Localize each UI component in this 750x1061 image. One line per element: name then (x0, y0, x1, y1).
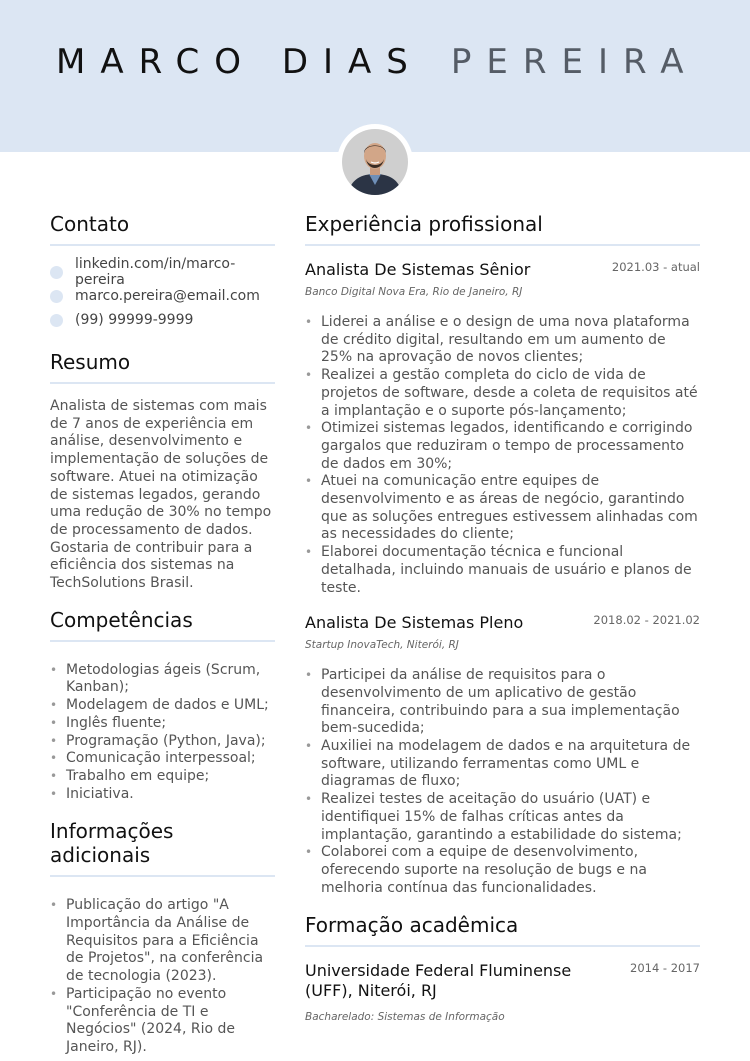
skill-item: • Iniciativa. (50, 786, 275, 804)
education-title: Formação acadêmica (305, 913, 700, 947)
job-company: Startup InovaTech, Niterói, RJ (305, 639, 459, 652)
additional-section (50, 819, 275, 1056)
contact-section (50, 212, 275, 332)
job-bullets (305, 667, 700, 897)
contact-linkedin-text: linkedin.com/in/marco-pereira (75, 256, 236, 288)
skill-item: • Metodologias ágeis (Scrum, Kanban); (50, 662, 275, 697)
job-entry (305, 613, 700, 897)
job-bullet: • Elaborei documentação técnica e funcional detalhada, incluindo manuais de usuário e planos de teste. (305, 544, 700, 597)
skill-item: • Trabalho em equipe; (50, 768, 275, 786)
job-date: 2018.02 - 2021.02 (593, 613, 700, 628)
job-entry (305, 260, 700, 597)
contact-email-text: marco.pereira@email.com (75, 288, 260, 304)
job-bullet: • Participei da análise de requisitos para o desenvolvimento de um aplicativo de gestão financeira, contribuindo para a sua implementação bem-sucedida; (305, 667, 700, 738)
candidate-name (56, 42, 699, 82)
additional-item: • Publicação do artigo "A Importância da Análise de Requisitos para a Eficiência de Projetos", na conferência de tecnologia (2023). (50, 897, 275, 986)
education-entry (305, 961, 700, 1023)
contact-phone-text: (99) 99999-9999 (75, 312, 194, 328)
contact-linkedin[interactable] (50, 256, 275, 288)
education-section (305, 913, 700, 1023)
bullet-dot-icon (50, 314, 63, 327)
skills-list (50, 662, 275, 804)
job-bullet: • Realizei a gestão completa do ciclo de vida de projetos de software, desde a coleta de requisitos até a implantação e o suporte pós-lançamento; (305, 367, 700, 420)
skill-item: • Programação (Python, Java); (50, 733, 275, 751)
education-date: 2014 - 2017 (630, 961, 700, 976)
job-bullet: • Realizei testes de aceitação do usuário (UAT) e identifiquei 15% de falhas críticas antes da implantação, garantindo a estabilidade do sistema; (305, 791, 700, 844)
summary-section (50, 350, 275, 593)
education-degree: Bacharelado: Sistemas de Informação (305, 1011, 505, 1024)
profile-photo-icon (342, 129, 408, 195)
avatar (337, 124, 413, 200)
contact-title: Contato (50, 212, 275, 246)
experience-title: Experiência profissional (305, 212, 700, 246)
job-title: Analista De Sistemas Sênior (305, 260, 531, 279)
bullet-dot-icon (50, 266, 63, 279)
job-company: Banco Digital Nova Era, Rio de Janeiro, RJ (305, 286, 523, 298)
job-bullet: • Atuei na comunicação entre equipes de desenvolvimento e as áreas de negócio, garantindo que as soluções entregues estivessem alinhadas com as necessidades do cliente; (305, 473, 700, 544)
contact-phone[interactable] (50, 308, 275, 332)
bullet-dot-icon (50, 290, 63, 303)
job-bullet: • Otimizei sistemas legados, identificando e corrigindo gargalos que reduziram o tempo de processamento de dados em 30%; (305, 420, 700, 473)
job-title: Analista De Sistemas Pleno (305, 613, 524, 633)
experience-section (305, 212, 700, 897)
skills-section (50, 608, 275, 804)
job-bullet: • Liderei a análise e o design de uma nova plataforma de crédito digital, resultando em um aumento de 25% na aprovação de novos clientes; (305, 314, 700, 367)
skills-title: Competências (50, 608, 275, 642)
summary-text: Analista de sistemas com mais de 7 anos de experiência em análise, desenvolvimento e implementação de soluções de software. Atuei na otimização de sistemas legados, gerando uma redução de 30% no tempo de processamento de dados. Gostaria de contribuir para a eficiência dos sistemas na TechSolutions Brasil. (50, 398, 272, 592)
skill-item: • Comunicação interpessoal; (50, 750, 275, 768)
additional-list (50, 897, 275, 1056)
first-names: MARCO DIAS (56, 42, 423, 82)
job-bullet: • Colaborei com a equipe de desenvolvimento, oferecendo suporte na resolução de bugs e na melhoria contínua das funcionalidades. (305, 844, 700, 897)
job-bullets (305, 314, 700, 597)
skill-item: • Modelagem de dados e UML; (50, 697, 275, 715)
skill-item: • Inglês fluente; (50, 715, 275, 733)
right-column (305, 212, 700, 1023)
additional-title: Informações adicionais (50, 819, 275, 877)
left-column (50, 212, 275, 1057)
job-bullet: • Auxiliei na modelagem de dados e na arquitetura de software, utilizando ferramentas como UML e diagramas de fluxo; (305, 738, 700, 791)
job-date: 2021.03 - atual (611, 260, 700, 274)
contact-email[interactable] (50, 284, 275, 308)
education-school: Universidade Federal Fluminense (UFF), Niterói, RJ (305, 961, 572, 1001)
additional-item: • Participação no evento "Conferência de TI e Negócios" (2024, Rio de Janeiro, RJ). (50, 986, 275, 1057)
last-name: PEREIRA (450, 42, 699, 82)
summary-title: Resumo (50, 350, 275, 384)
